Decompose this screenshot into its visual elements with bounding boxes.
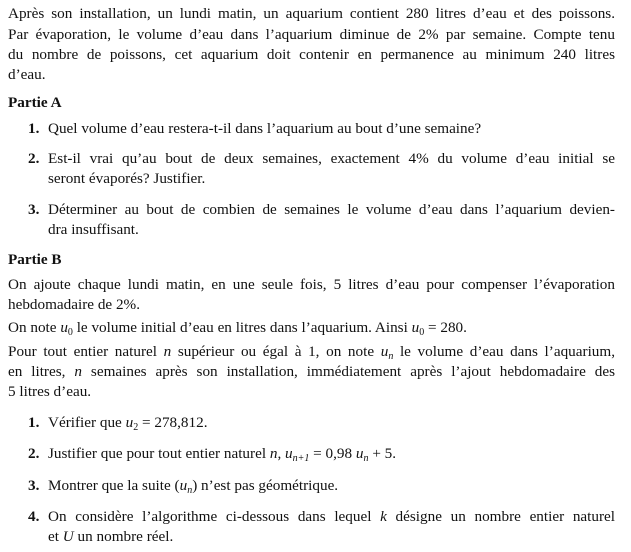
- a-q3-text-2: dra insuffisant.: [48, 221, 139, 238]
- b-q4-number: 4.: [28, 508, 40, 525]
- b-q1-text: [48, 414, 208, 432]
- b-q4-text-1: [48, 508, 615, 526]
- a-q1-text: Quel volume d’eau restera-t-il dans l’aquarium au bout d’une semaine?: [48, 120, 482, 137]
- a-q3-number: 3.: [28, 201, 40, 218]
- intro-line-2: Par évaporation, le volume d’eau dans l’aquarium diminue de 2% par semaine. Compte tenu: [8, 26, 615, 43]
- text: On considère l’algorithme ci-dessous dans lequel: [48, 508, 381, 525]
- text: et: [48, 528, 63, 545]
- subscript: 0: [419, 327, 425, 338]
- math-n: n: [269, 445, 278, 462]
- subscript: n+1: [292, 453, 310, 464]
- text: désigne un nombre entier naturel: [386, 508, 615, 525]
- text: le volume d’eau dans l’aquarium,: [393, 343, 615, 360]
- a-q2-number: 2.: [28, 150, 40, 167]
- text: = 278,812.: [138, 414, 208, 431]
- intro-line-1: Après son installation, un lundi matin, un aquarium contient 280 litres d’eau et des poissons.: [8, 5, 615, 22]
- math-u: u: [125, 414, 134, 431]
- b-q4-text-2: [48, 528, 173, 546]
- math-u: u: [60, 319, 68, 336]
- text: + 5.: [368, 445, 397, 462]
- b-para3-line-2: [8, 363, 615, 381]
- b-para2: [8, 319, 467, 337]
- b-para1-line-1: On ajoute chaque lundi matin, en une seule fois, 5 litres d’eau pour compenser l’évaporation: [8, 276, 615, 293]
- partie-b-title: Partie B: [8, 251, 62, 268]
- math-u: u: [179, 477, 188, 494]
- math-n: n: [163, 343, 172, 360]
- math-n: n: [74, 363, 82, 380]
- subscript: 2: [133, 422, 139, 433]
- math-U: U: [62, 528, 74, 545]
- a-q3-text-1: Déterminer au bout de combien de semaines le volume d’eau dans l’aquarium devien-: [48, 201, 615, 218]
- intro-line-4: d’eau.: [8, 66, 46, 83]
- b-para3-line-3: 5 litres d’eau.: [8, 383, 92, 400]
- text: Montrer que la suite (: [48, 477, 180, 494]
- a-q1-number: 1.: [28, 120, 40, 137]
- b-q3-text: [48, 477, 338, 495]
- math-u: u: [380, 343, 389, 360]
- text: le volume initial d’eau en litres dans l’aquarium. Ainsi: [72, 319, 412, 336]
- math-n: n: [187, 485, 193, 496]
- a-q2-text-2: seront évaporés? Justifier.: [48, 170, 206, 187]
- b-q2-text: [48, 445, 396, 463]
- a-q2-text-1: Est-il vrai qu’au bout de deux semaines, exactement 4% du volume d’eau initial se: [48, 150, 615, 167]
- text: en litres,: [8, 363, 75, 380]
- math-u: u: [285, 445, 293, 462]
- math-k: k: [380, 508, 387, 525]
- partie-a-title: Partie A: [8, 94, 62, 111]
- math-u: u: [355, 445, 364, 462]
- text: = 280.: [424, 319, 467, 336]
- b-q3-number: 3.: [28, 477, 40, 494]
- text: On note: [8, 319, 61, 336]
- text: supérieur ou égal à 1, on note: [171, 343, 381, 360]
- text: = 0,98: [309, 445, 356, 462]
- text: Vérifier que: [48, 414, 126, 431]
- subscript: 0: [67, 327, 73, 338]
- text: Justifier que pour tout entier naturel: [48, 445, 270, 462]
- text: ) n’est pas géométrique.: [192, 477, 339, 494]
- math-n: n: [363, 453, 369, 464]
- b-q1-number: 1.: [28, 414, 40, 431]
- intro-line-3: du nombre de poissons, cet aquarium doit contenir en permanence au minimum 240 litres: [8, 46, 615, 63]
- text: un nombre réel.: [73, 528, 174, 545]
- b-q2-number: 2.: [28, 445, 40, 462]
- math-u: u: [411, 319, 420, 336]
- text: semaines après son installation, immédiatement après l’ajout hebdomadaire des: [81, 363, 615, 380]
- math-n: n: [388, 351, 394, 362]
- text: ,: [277, 445, 286, 462]
- b-para3-line-1: [8, 343, 615, 361]
- text: Pour tout entier naturel: [8, 343, 164, 360]
- b-para1-line-2: hebdomadaire de 2%.: [8, 296, 140, 313]
